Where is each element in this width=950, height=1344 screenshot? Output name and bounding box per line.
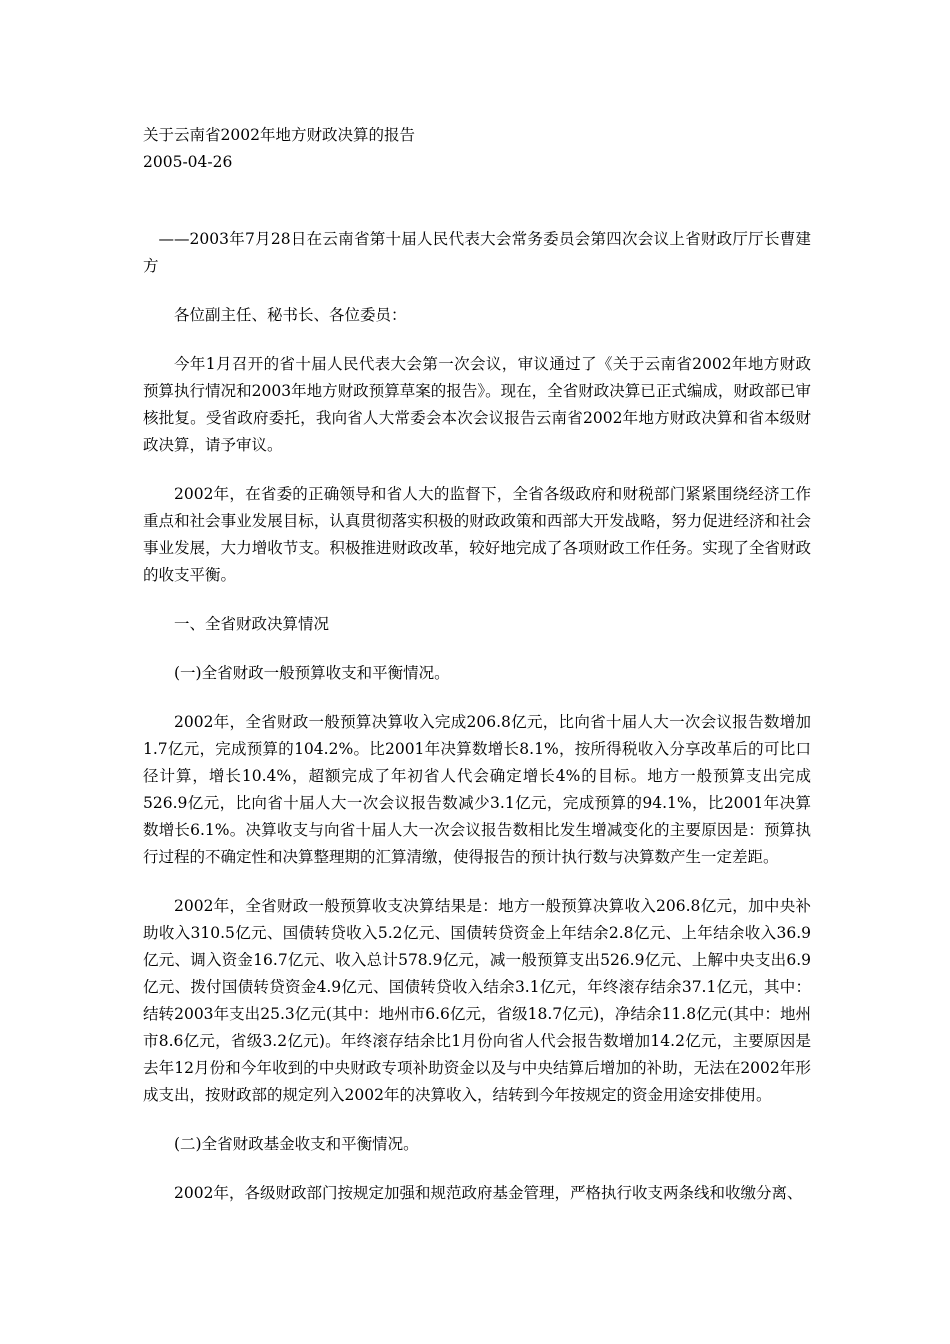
paragraph-overview: 2002年，在省委的正确领导和省人大的监督下，全省各级政府和财税部门紧紧围绕经济工作重点和社会事业发展目标，认真贯彻落实积极的财政政策和西部大开发战略，努力促进经济和社会事业发展，大力增收节支。积极推进财政改革，较好地完成了各项财政工作任务。实现了全省财政的收支平衡。 — [143, 485, 811, 584]
document-date: 2005-04-26 — [143, 153, 233, 171]
subsection-heading-1: (一)全省财政一般预算收支和平衡情况。 — [174, 664, 450, 682]
paragraph-fund-management: 2002年，各级财政部门按规定加强和规范政府基金管理，严格执行收支两条线和收缴分离、 — [174, 1184, 803, 1202]
paragraph-general-budget: 2002年，全省财政一般预算决算收入完成206.8亿元，比向省十届人大一次会议报告数增加1.7亿元，完成预算的104.2%。比2001年决算数增长8.1%，按所得税收入分享改革后的可比口径计算，增长10.4%，超额完成了年初省人代会确定增长4%的目标。地方一般预算支出完成526.9亿元，比向省十届人大一次会议报告数减少3.1亿元，完成预算的94.1%，比2001年决算数增长6.1%。决算收支与向省十届人大一次会议报告数相比发生增减变化的主要原因是：预算执行过程的不确定性和决算整理期的汇算清缴，使得报告的预计执行数与决算数产生一定差距。 — [143, 713, 811, 866]
speaker-line: ——2003年7月28日在云南省第十届人民代表大会常务委员会第四次会议上省财政厅厅长曹建方 — [143, 230, 811, 275]
document-header — [143, 122, 811, 176]
section-heading-1: 一、全省财政决算情况 — [174, 615, 330, 633]
paragraph-budget-result: 2002年，全省财政一般预算收支决算结果是：地方一般预算决算收入206.8亿元，加中央补助收入310.5亿元、国债转贷收入5.2亿元、国债转贷资金上年结余2.8亿元、上年结余收入36.9亿元、调入资金16.7亿元、收入总计578.9亿元，减一般预算支出526.9亿元、上解中央支出6.9亿元、拨付国债转贷资金4.9亿元、国债转贷收入结余3.1亿元，年终滚存结余37.1亿元，其中：结转2003年支出25.3亿元(其中：地州市6.6亿元，省级18.7亿元)，净结余11.8亿元(其中：地州市8.6亿元，省级3.2亿元)。年终滚存结余比1月份向省人代会报告数增加14.2亿元，主要原因是去年12月份和今年收到的中央财政专项补助资金以及与中央结算后增加的补助，无法在2002年形成支出，按财政部的规定列入2002年的决算收入，结转到今年按规定的资金用途安排使用。 — [143, 897, 811, 1104]
document-page — [143, 122, 811, 1229]
salutation: 各位副主任、秘书长、各位委员： — [174, 306, 407, 324]
paragraph-intro: 今年1月召开的省十届人民代表大会第一次会议，审议通过了《关于云南省2002年地方财政预算执行情况和2003年地方财政预算草案的报告》。现在，全省财政决算已正式编成，财政部已审核批复。受省政府委托，我向省人大常委会本次会议报告云南省2002年地方财政决算和省本级财政决算，请予审议。 — [143, 355, 811, 454]
document-title: 关于云南省2002年地方财政决算的报告 — [143, 126, 415, 144]
subsection-heading-2: (二)全省财政基金收支和平衡情况。 — [174, 1135, 419, 1153]
